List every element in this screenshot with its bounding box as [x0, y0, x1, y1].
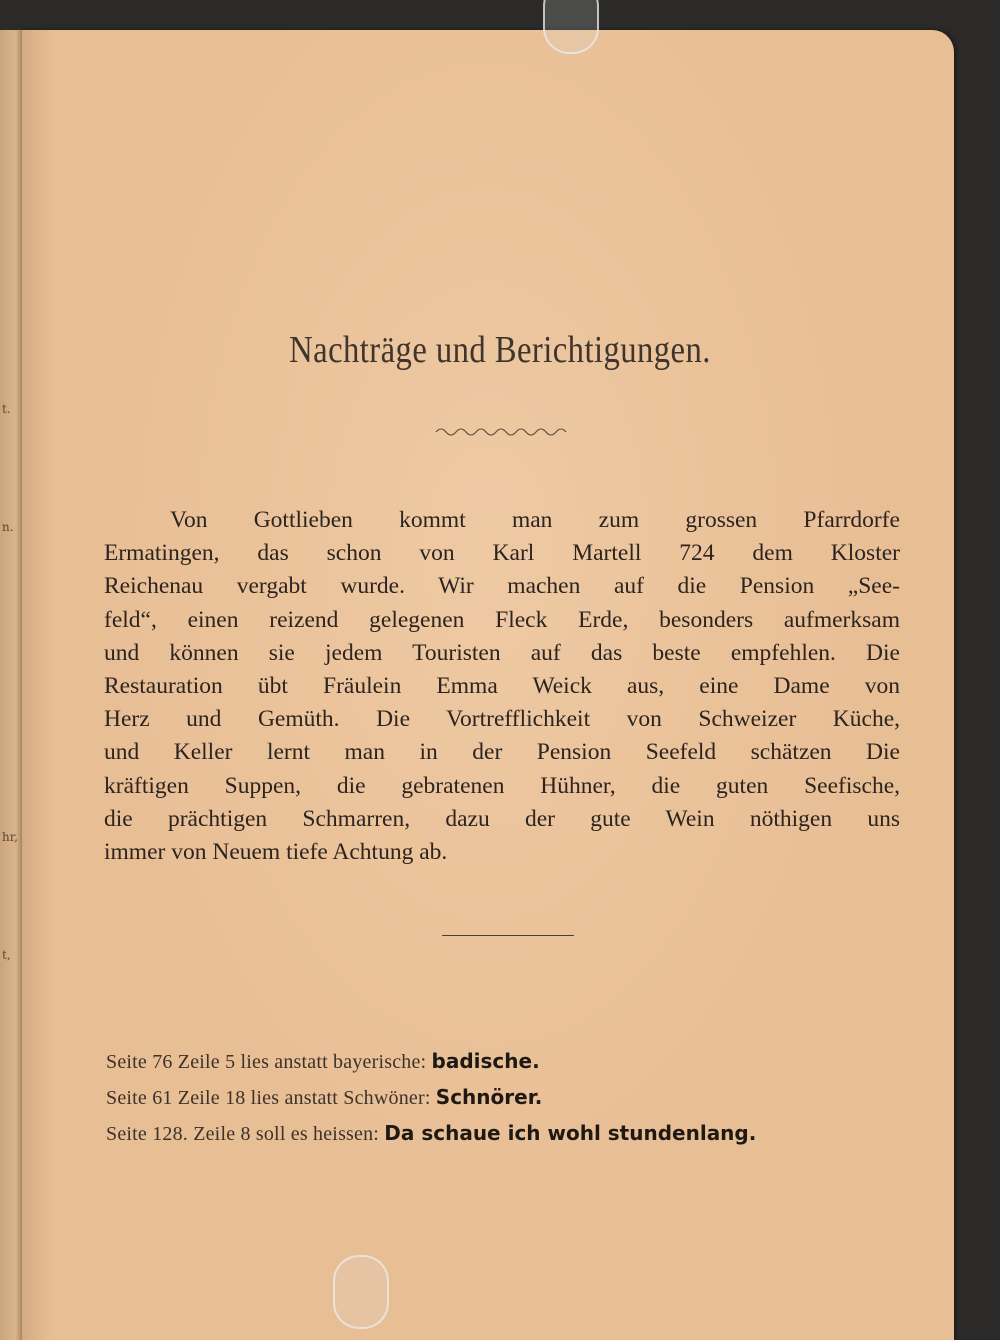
paragraph-line: Ermatingen, das schon von Karl Martell 724 dem Kloster [104, 540, 900, 567]
page-clip-bottom [333, 1255, 389, 1329]
previous-page-fragment: t, [2, 948, 11, 962]
previous-page-edge [0, 30, 22, 1340]
errata-list [106, 1043, 906, 1151]
errata-item [106, 1115, 906, 1151]
errata-reference: Seite 128. Zeile 8 soll es heissen: [106, 1123, 385, 1145]
previous-page-fragment: t. [2, 402, 11, 416]
errata-correction: badische. [431, 1049, 540, 1073]
errata-reference: Seite 61 Zeile 18 lies anstatt Schwöner: [106, 1087, 436, 1109]
errata-correction: Schnörer. [435, 1085, 543, 1109]
paragraph-line: und können sie jedem Touristen auf das beste empfehlen. Die [104, 639, 900, 666]
errata-item [106, 1079, 906, 1115]
page-clip-top [543, 0, 599, 54]
paragraph-line: Herz und Gemüth. Die Vortrefflichkeit von Schweizer Küche, [104, 706, 900, 733]
errata-correction: Da schaue ich wohl stundenlang. [384, 1121, 757, 1145]
ornamental-wave-rule [434, 424, 568, 438]
paragraph-line: kräftigen Suppen, die gebratenen Hühner, die guten Seefische, [104, 772, 900, 799]
paragraph-line: die prächtigen Schmarren, dazu der gute Wein nöthigen uns [104, 805, 900, 832]
section-divider [442, 935, 574, 936]
paragraph-line: immer von Neuem tiefe Achtung ab. [104, 838, 448, 865]
errata-reference: Seite 76 Zeile 5 lies anstatt bayerische: [106, 1051, 432, 1073]
paragraph-line: Restauration übt Fräulein Emma Weick aus, eine Dame von [104, 672, 900, 699]
previous-page-fragment: n. [2, 520, 14, 534]
errata-item [106, 1043, 906, 1079]
paragraph-line: Reichenau vergabt wurde. Wir machen auf die Pension „See- [104, 573, 900, 600]
paragraph-line: feld“, einen reizend gelegenen Fleck Erde, besonders aufmerksam [104, 606, 900, 633]
body-paragraph [104, 504, 900, 869]
paragraph-line: und Keller lernt man in der Pension Seefeld schätzen Die [104, 739, 900, 766]
paragraph-line: Von Gottlieben kommt man zum grossen Pfarrdorfe [170, 507, 900, 533]
previous-page-fragment: hr, [2, 830, 18, 844]
page-title: Nachträge und Berichtigungen. [289, 329, 711, 371]
